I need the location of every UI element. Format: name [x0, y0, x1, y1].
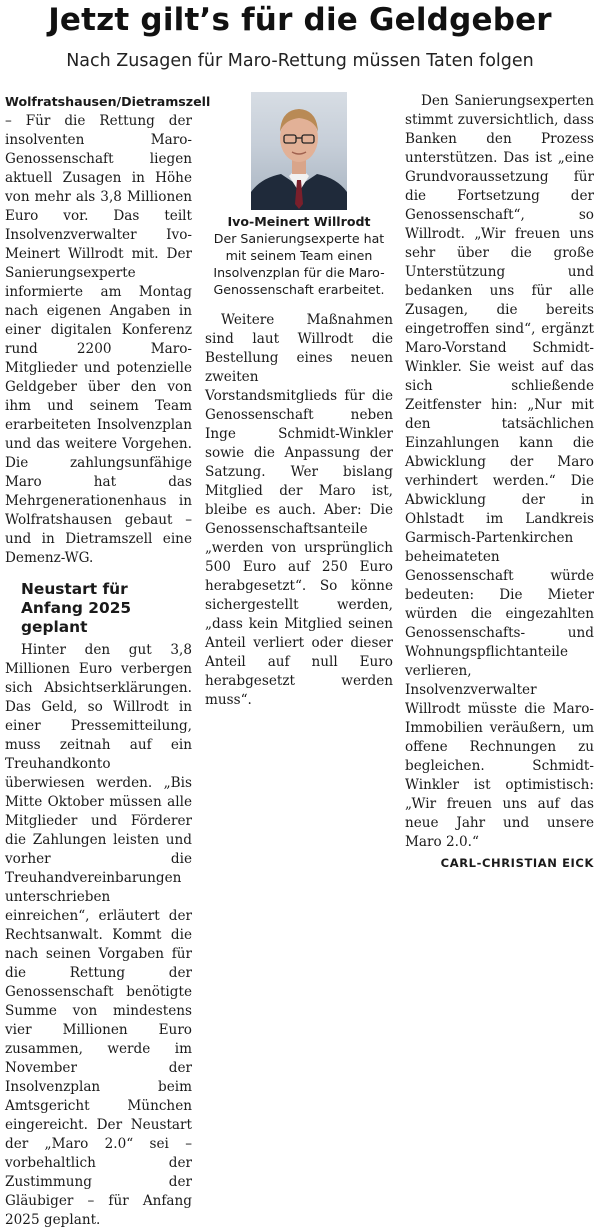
paragraph-2: Hinter den gut 3,8 Millionen Euro verbergen sich Absichtserklärungen. Das Geld, so Willrodt in einer Pressemitteilung, muss zeitnah auf ein Treuhandkonto überwiesen werden. „Bis Mitte Oktober müssen alle Mitglieder und Förderer die Zahlungen leisten und vorher die Treuhandvereinbarungen unterschrieben einreichen“, erläutert der Rechtsanwalt. Kommt die nach seinen Vorgaben für die Rettung der Genossenschaft benötigte Summe von mindestens vier Millionen Euro zusammen, werde im November der Insolvenzplan beim Amtsgericht München eingereicht. Der Neustart der „Maro 2.0“ sei – vorbehaltlich der Zustimmung der Gläubiger – für Anfang 2025 geplant.: [5, 642, 192, 1228]
article-column-1: [5, 92, 211, 1228]
lead-paragraph: [5, 92, 211, 568]
lead-text: – Für die Rettung der insolventen Maro-Genossenschaft liegen aktuell Zusagen in Höhe von mehr als 3,8 Millionen Euro vor. Das teilt Insolvenzverwalter Ivo-Meinert Willrodt mit. Der Sanierungsexperte informierte am Montag nach eigenen Angaben in einer digitalen Konferenz rund 2200 Maro-Mitglieder und potenzielle Geldgeber über den von ihm und seinem Team erarbeiteten Insolvenzplan und das weitere Vorgehen. Die zahlungsunfähige Maro hat das Mehrgenerationenhaus in Wolfratshausen gebaut – und in Dietramszell eine Demenz-WG.: [5, 113, 192, 566]
subheading: Neustart für Anfang 2025 geplant: [21, 580, 132, 636]
photo-caption-name: Ivo-Meinert Willrodt: [227, 214, 371, 229]
paragraph-3: Weitere Maßnahmen sind laut Willrodt die Bestellung eines neuen zweiten Vorstandsmitglieds für die Genossenschaft neben Inge Schmidt-Winkler sowie die Anpassung der Satzung. Wer bislang Mitglied der Maro ist, bleibe es auch. Aber: Die Genossenschaftsanteile „werden von ursprünglich 500 Euro auf 250 Euro herabgesetzt“. So könne sichergestellt werden, „dass kein Mitglied seinen Anteil verliert oder dieser Anteil auf null Euro herabgesetzt werden muss“.: [205, 312, 393, 708]
headline: Jetzt gilt’s für die Geldgeber: [48, 2, 552, 38]
portrait-photo: [251, 92, 347, 210]
dateline: Wolfratshausen/Dietramszell: [5, 94, 211, 109]
article-column-3: [405, 92, 594, 870]
author-byline: CARL-CHRISTIAN EICK: [440, 856, 594, 870]
subheadline: Nach Zusagen für Maro-Rettung müssen Taten folgen: [66, 51, 534, 71]
photo-caption: Der Sanierungsexperte hat mit seinem Team einen Insolvenzplan für die Maro-Genossenschaft erarbeitet.: [213, 231, 385, 297]
article-column-2: [205, 92, 393, 708]
paragraph-4: Den Sanierungsexperten stimmt zuversichtlich, dass Banken den Prozess unterstützen. Das ist „eine Grundvoraussetzung für die Fortsetzung der Genossenschaft“, so Willrodt. „Wir freuen uns sehr über die große Unterstützung und bedanken uns für alle Zusagen, die bereits eingetroffen sind“, ergänzt Maro-Vorstand Schmidt-Winkler. Sie weist auf das sich schließende Zeitfenster hin: „Nur mit den tatsächlichen Einzahlungen kann die Abwicklung der Maro verhindert werden.“ Die Abwicklung der in Ohlstadt im Landkreis Garmisch-Partenkirchen beheimateten Genossenschaft würde bedeuten: Die Mieter würden die eingezahlten Genossenschafts- und Wohnungspflichtanteile verlieren, Insolvenzverwalter Willrodt müsste die Maro-Immobilien veräußern, um offene Rechnungen zu begleichen. Schmidt-Winkler ist optimistisch: „Wir freuen uns auf das neue Jahr und unsere Maro 2.0.“: [405, 93, 594, 850]
